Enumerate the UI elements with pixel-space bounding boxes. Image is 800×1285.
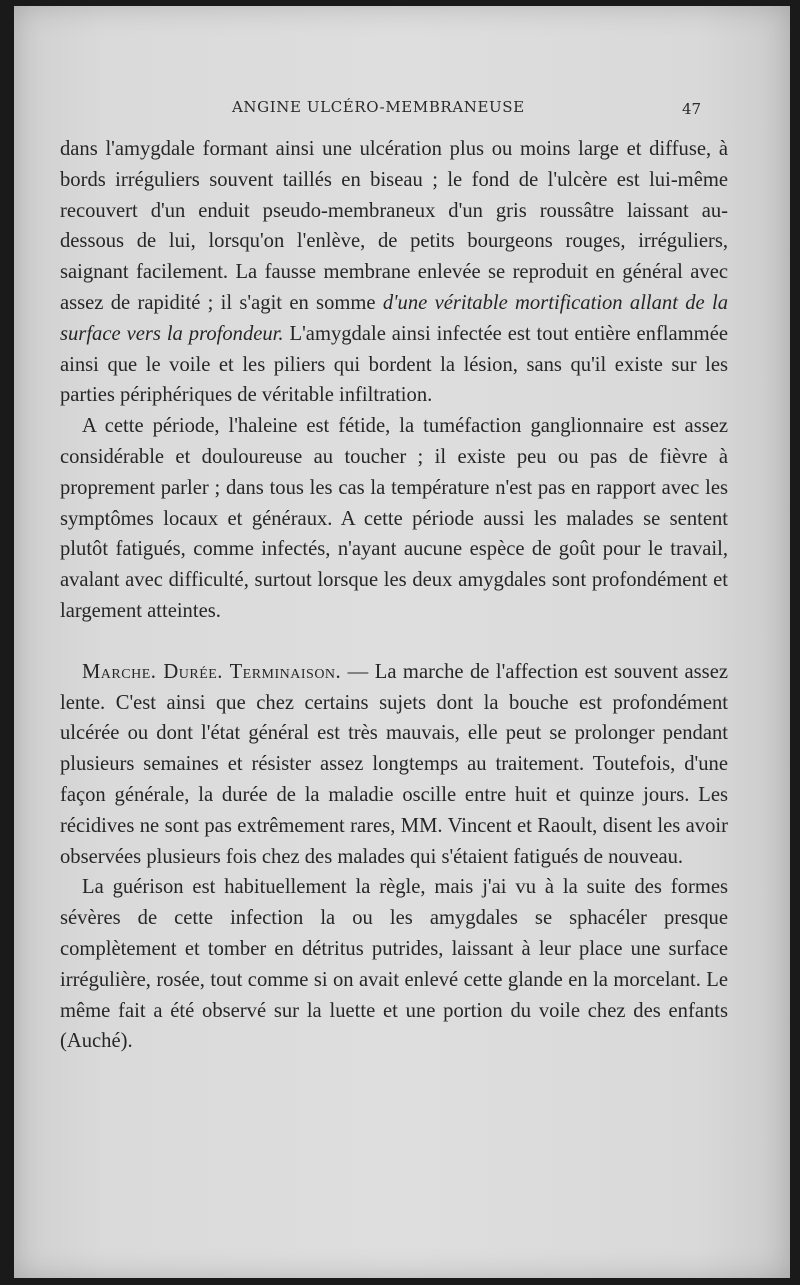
paragraph-section-marche (60, 657, 728, 873)
emphasis-phrase: d'une véritable mortification allant de la surface vers la profondeur. (60, 291, 728, 345)
body-text (60, 134, 728, 1057)
paragraph-continuation (60, 134, 728, 411)
paragraph-period: A cette période, l'haleine est fétide, la tuméfaction ganglionnaire est assez considérable et douloureuse au toucher ; il existe peu ou pas de fièvre à proprement parler ; dans tous les cas la température n'est pas en rapport avec les symptômes locaux et généraux. A cette période aussi les malades se sentent plutôt fatigués, comme infectés, n'ayant aucune espèce de goût pour le travail, avalant avec difficulté, surtout lorsque les deux amygdales sont profondément et largement atteintes. (60, 415, 728, 622)
paragraph-1-text-before: dans l'amygdale formant ainsi une ulcération plus ou moins large et diffuse, à bords irréguliers souvent taillés en biseau ; le fond de l'ulcère est lui-même recouvert d'un enduit pseudo-membraneux d'un gris roussâtre laissant au-dessous de lui, lorsqu'on l'enlève, de petits bourgeons rouges, irréguliers, saignant facilement. La fausse membrane enlevée se reproduit en général avec assez de rapidité ; il s'agit en somme (60, 138, 728, 314)
paragraph-1-text-after: L'amygdale ainsi infectée est tout entière enflammée ainsi que le voile et les piliers qui bordent la lésion, sans qu'il existe sur les parties périphériques de véritable infiltration. (60, 322, 728, 407)
section-heading: Marche. Durée. Terminaison. (82, 660, 342, 683)
page-number: 47 (682, 100, 702, 118)
section-text: — La marche de l'affection est souvent assez lente. C'est ainsi que chez certains sujets dont la bouche est profondément ulcérée ou dont l'état général est très mauvais, elle peut se prolonger pendant plusieurs semaines et résister assez longtemps au traitement. Toutefois, d'une façon générale, la durée de la maladie oscille entre huit et quinze jours. Les récidives ne sont pas extrêmement rares, MM. Vincent et Raoult, disent les avoir observées plusieurs fois chez des malades qui s'étaient fatigués de nouveau. (60, 660, 728, 868)
page-header (14, 98, 790, 122)
paragraph-guerison: La guérison est habituellement la règle, mais j'ai vu à la suite des formes sévères de cette infection la ou les amygdales se sphacéler presque complètement et tomber en détritus putrides, laissant à leur place une surface irrégulière, rosée, tout comme si on avait enlevé cette glande en la morcelant. Le même fait a été observé sur la luette et une portion du voile chez des enfants (Auché). (60, 876, 728, 1053)
running-title: ANGINE ULCÉRO-MEMBRANEUSE (232, 98, 525, 116)
book-page (14, 6, 790, 1278)
